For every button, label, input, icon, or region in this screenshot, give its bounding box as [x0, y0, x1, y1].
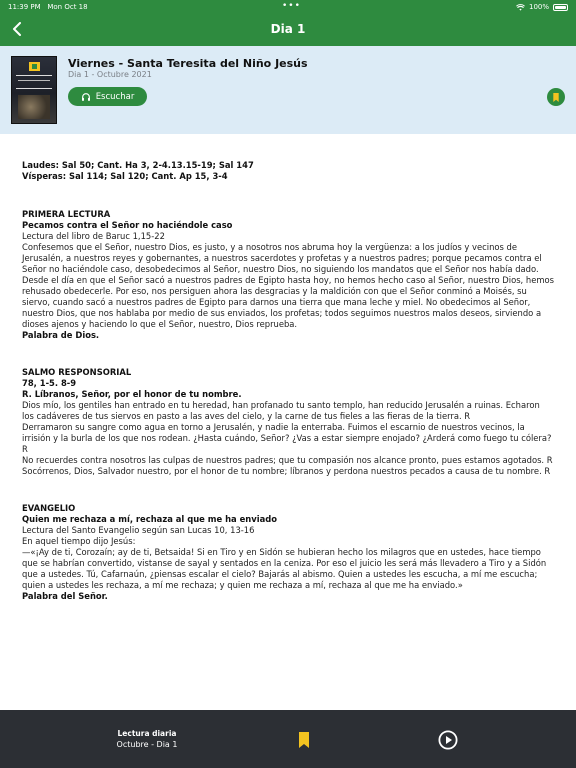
nav-bar: [0, 14, 576, 46]
laudes-line: Laudes: Sal 50; Cant. Ha 3, 2-4.13.15-19; Sal 147: [22, 160, 254, 170]
bookmark-button[interactable]: [547, 88, 565, 106]
gospel-title: Quien me rechaza a mí, rechaza al que me ha enviado: [22, 514, 277, 524]
visperas-line: Vísperas: Sal 114; Sal 120; Cant. Ap 15, 3-4: [22, 171, 228, 181]
wifi-icon: [516, 4, 525, 11]
saint-name: Viernes - Santa Teresita del Niño Jesús: [68, 57, 308, 70]
multitask-dots[interactable]: •••: [282, 1, 301, 11]
first-reading-source: Lectura del libro de Baruc 1,15-22: [22, 231, 165, 241]
play-circle-icon[interactable]: [438, 730, 458, 750]
bookmark-icon: [552, 93, 560, 102]
reading-content[interactable]: [0, 134, 576, 710]
bottom-player-bar: [0, 710, 576, 768]
listen-label: Escuchar: [95, 91, 135, 102]
psalm-verse: No recuerdes contra nosotros las culpas de nuestros padres; que tu compasión nos alcance pronto, pues estamos agotados. R: [22, 455, 553, 465]
gospel-body: —«¡Ay de ti, Corozaín; ay de ti, Betsaida! Si en Tiro y en Sidón se hubieran hecho los milagros que en ustedes, hace tiempo que se habrían convertido, vistanse de sayal y sentados en la ceniza. Por eso el juicio les será más llevadero a Tiro y a Sidón que a ustedes. Tú, Cafarnaún, ¿piensas escalar el cielo? Bajarás al abismo. Quien a ustedes les escucha, a mí me escucha; quien a ustedes les rechaza, a mí me rechaza; y quien me rechaza a mí, rechaza al que me ha enviado.»: [22, 547, 547, 590]
bookmark-icon[interactable]: [297, 732, 311, 748]
gospel-intro: En aquel tiempo dijo Jesús:: [22, 536, 136, 546]
gospel-heading: EVANGELIO: [22, 503, 76, 513]
first-reading-heading: PRIMERA LECTURA: [22, 209, 111, 219]
status-right: [516, 3, 568, 11]
gospel-source: Lectura del Santo Evangelio según san Lucas 10, 13-16: [22, 525, 255, 535]
psalm-verse: Dios mío, los gentiles han entrado en tu heredad, han profanado tu santo templo, han reducido Jerusalén a ruinas. Echaron los cadáveres de tus siervos en pasto a las aves del cielo, y la carne de tus fieles a las fieras de la tierra. R: [22, 400, 540, 421]
first-reading-closing: Palabra de Dios.: [22, 330, 100, 340]
status-time: 11:39 PM Mon Oct 18: [8, 3, 88, 11]
psalm-ref: 78, 1-5. 8-9: [22, 378, 77, 388]
first-reading-body: Confesemos que el Señor, nuestro Dios, es justo, y a nosotros nos abruma hoy la vergüenza: a los judíos y vecinos de Jerusalén, a nuestros reyes y gobernantes, a nuestros sacerdotes y profetas y a nuestros padres; porque pecamos contra el Señor no haciéndole caso, desobedecimos al Señor, nuestro Dios, no siguiendo los mandatos que el Señor nos había dado. Desde el día en que el Señor sacó a nuestros padres de Egipto hasta hoy, no hemos hecho caso al Señor, nuestro Dios, hemos rehusado obedecerle. Por eso, nos persiguen ahora las desgracias y la maldición con que el Señor conminó a Moisés, su siervo, cuando sacó a nuestros padres de Egipto para darnos una tierra que mana leche y miel. No obedecimos al Señor, nuestro Dios, que nos hablaba por medio de sus enviados, los profetas; todos seguimos nuestros malos deseos, sirviendo a dioses ajenos y haciendo lo que el Señor, nuestro, Dios reprueba.: [22, 242, 554, 329]
psalm-heading: SALMO RESPONSORIAL: [22, 367, 132, 377]
gospel-closing: Palabra del Señor.: [22, 591, 108, 601]
status-bar: [0, 0, 576, 14]
book-cover-image: [11, 56, 57, 124]
psalm-response: R. Líbranos, Señor, por el honor de tu nombre.: [22, 389, 242, 399]
battery-icon: [553, 4, 568, 11]
psalm-verse: Derramaron su sangre como agua en torno a Jerusalén, y nadie la enterraba. Fuimos el escarnio de nuestros vecinos, la irrisión y la burla de los que nos rodean. ¿Hasta cuándo, Señor? ¿Vas a estar siempre enojado? ¿Arderá como fuego tu cólera? R: [22, 422, 552, 454]
headphones-icon: [81, 92, 91, 102]
first-reading-title: Pecamos contra el Señor no haciéndole caso: [22, 220, 233, 230]
psalm-verse: Socórrenos, Dios, Salvador nuestro, por el honor de tu nombre; líbranos y perdona nuestros pecados a causa de tu nombre. R: [22, 466, 551, 476]
listen-button[interactable]: [68, 87, 147, 106]
battery-percent: 100%: [528, 3, 549, 11]
player-subtitle: Octubre - Dia 1: [116, 740, 178, 749]
page-title: Dia 1: [270, 22, 306, 36]
day-header: [0, 46, 576, 134]
day-date: Dia 1 - Octubre 2021: [68, 70, 152, 79]
player-title: Lectura diaria: [117, 729, 177, 738]
